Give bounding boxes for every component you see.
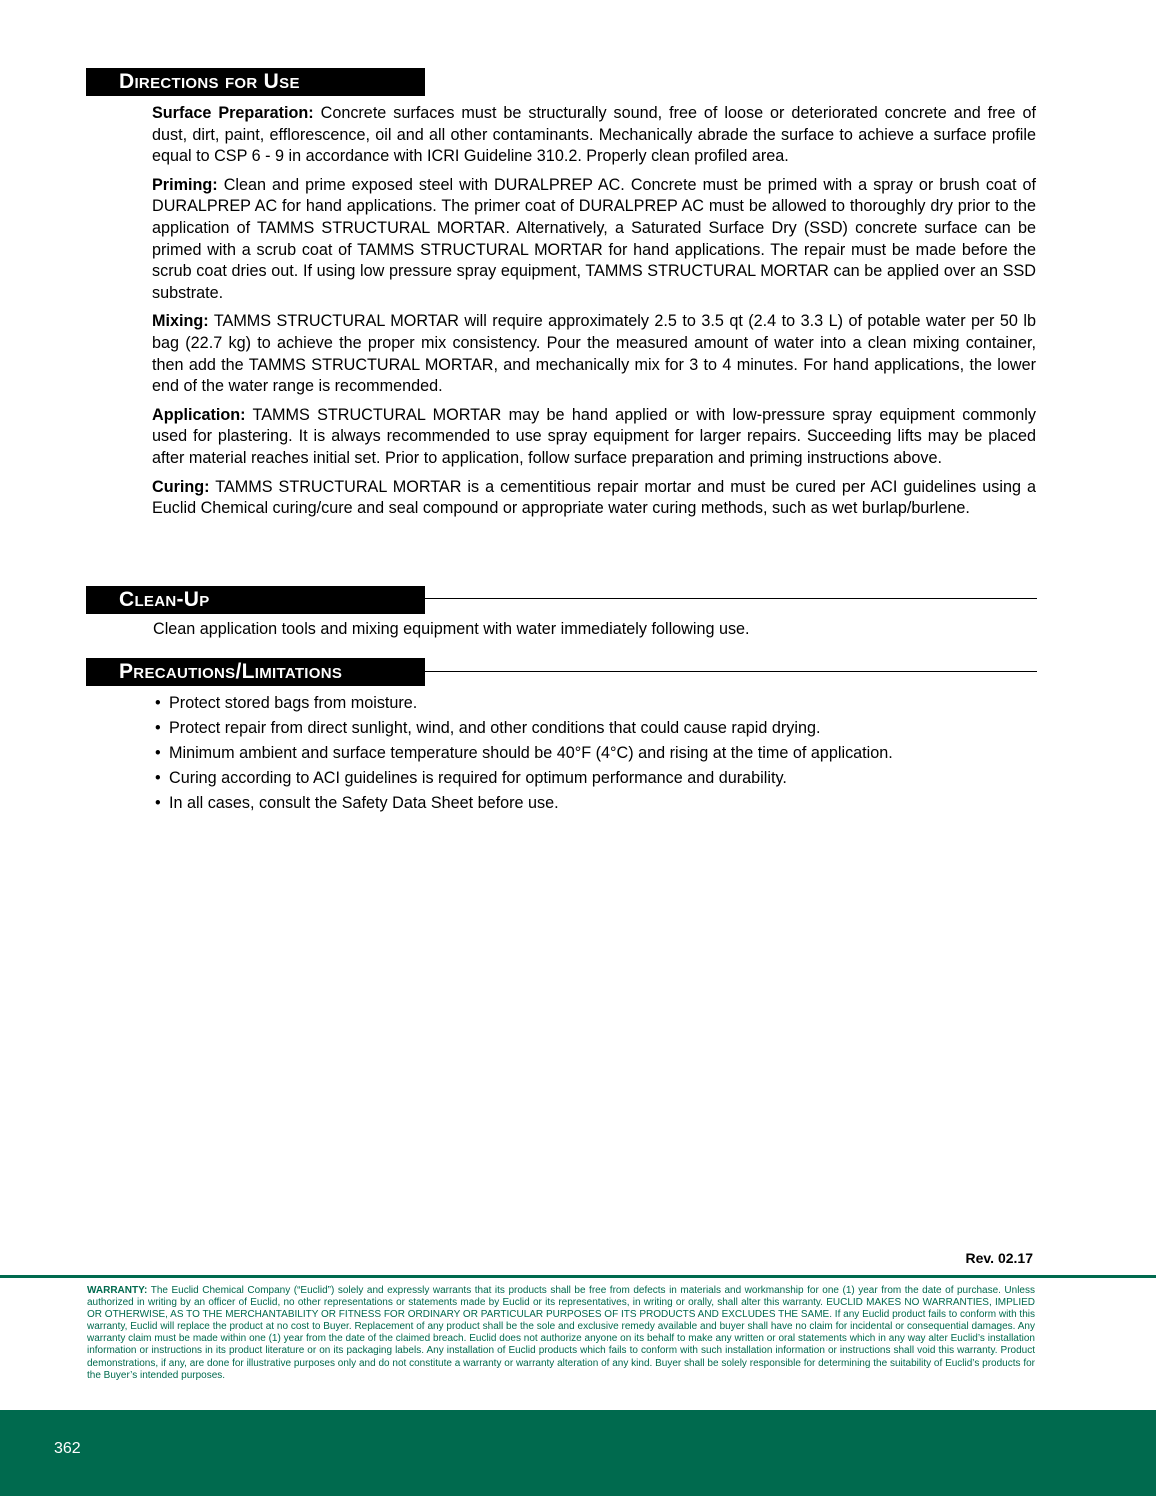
footer-divider (0, 1275, 1156, 1278)
precautions-list (155, 691, 1035, 816)
section-rule-cleanup (425, 598, 1037, 599)
list-item: • In all cases, consult the Safety Data Sheet before use. (155, 794, 559, 812)
section-heading-cleanup: Clean-Up (86, 586, 425, 614)
cleanup-text: Clean application tools and mixing equipment with water immediately following use. (153, 620, 750, 638)
revision-label: Rev. 02.17 (965, 1250, 1033, 1266)
paragraph-application: Application: TAMMS STRUCTURAL MORTAR may be hand applied or with low-pressure spray equipment commonly used for plastering. It is always recommended to use spray equipment for larger repairs. Succeeding lifts may be placed after material reaches initial set. Prior to application, follow surface preparation and priming instructions above. (152, 405, 1036, 467)
paragraph-surface-preparation: Surface Preparation: Concrete surfaces must be structurally sound, free of loose or deteriorated concrete and free of dust, dirt, paint, efflorescence, oil and all other contaminants. Mechanically abrade the surface to achieve a surface profile equal to CSP 6 - 9 in accordance with ICRI Guideline 310.2. Properly clean profiled area. (152, 104, 1036, 166)
paragraph-mixing: Mixing: TAMMS STRUCTURAL MORTAR will require approximately 2.5 to 3.5 qt (2.4 to 3.3 L) of potable water per 50 lb bag (22.7 kg) to achieve the proper mix consistency. Pour the measured amount of water into a clean mixing container, then add the TAMMS STRUCTURAL MORTAR, and mechanically mix for 3 to 4 minutes. For hand applications, the lower end of the water range is recommended. (152, 312, 1036, 396)
warranty-text: WARRANTY: The Euclid Chemical Company (“Euclid”) solely and expressly warrants that its products shall be free from defects in materials and workmanship for one (1) year from the date of purchase. Unless authorized in writing by an officer of Euclid, no other representations or statements made by Euclid or its representatives, in writing or orally, shall alter this warranty. EUCLID MAKES NO WARRANTIES, IMPLIED OR OTHERWISE, AS TO THE MERCHANTABILITY OR FITNESS FOR ORDINARY OR PARTICULAR PURPOSES OF ITS PRODUCTS AND EXCLUDES THE SAME. If any Euclid product fails to conform with this warranty, Euclid will replace the product at no cost to Buyer. Replacement of any product shall be the sole and exclusive remedy available and buyer shall have no claim for incidental or consequential damages. Any warranty claim must be made within one (1) year from the date of the claimed breach. Euclid does not authorize anyone on its behalf to make any written or oral statements which in any way alter Euclid’s installation information or instructions in its product literature or on its packaging labels. Any installation of Euclid products which fails to conform with such installation information or instructions shall void this warranty. Product demonstrations, if any, are done for illustrative purposes only and do not constitute a warranty or warranty alteration of any kind. Buyer shall be solely responsible for determining the suitability of Euclid’s products for the Buyer’s intended purposes. (87, 1285, 1035, 1381)
directions-body (152, 103, 1036, 527)
section-heading-precautions: Precautions/Limitations (86, 658, 425, 686)
section-rule-precautions (425, 671, 1037, 672)
footer-band (0, 1410, 1156, 1496)
section-heading-directions: Directions for Use (86, 68, 425, 96)
paragraph-curing: Curing: TAMMS STRUCTURAL MORTAR is a cementitious repair mortar and must be cured per ACI guidelines using a Euclid Chemical curing/cure and seal compound or appropriate water curing methods, such as wet burlap/burlene. (152, 477, 1036, 518)
cleanup-body (153, 619, 1037, 648)
list-item: • Curing according to ACI guidelines is required for optimum performance and durability. (155, 769, 787, 787)
list-item: • Minimum ambient and surface temperature should be 40°F (4°C) and rising at the time of application. (155, 744, 893, 762)
list-item: • Protect repair from direct sunlight, wind, and other conditions that could cause rapid drying. (155, 719, 821, 737)
page-number: 362 (54, 1440, 81, 1457)
paragraph-priming: Priming: Clean and prime exposed steel with DURALPREP AC. Concrete must be primed with a spray or brush coat of DURALPREP AC for hand applications. The primer coat of DURALPREP AC must be allowed to thoroughly dry prior to the application of TAMMS STRUCTURAL MORTAR. Alternatively, a Saturated Surface Dry (SSD) concrete surface can be primed with a scrub coat of TAMMS STRUCTURAL MORTAR for hand applications. The repair must be made before the scrub coat dries out. If using low pressure spray equipment, TAMMS STRUCTURAL MORTAR can be applied over an SSD substrate. (152, 175, 1036, 302)
list-item: • Protect stored bags from moisture. (155, 694, 418, 712)
